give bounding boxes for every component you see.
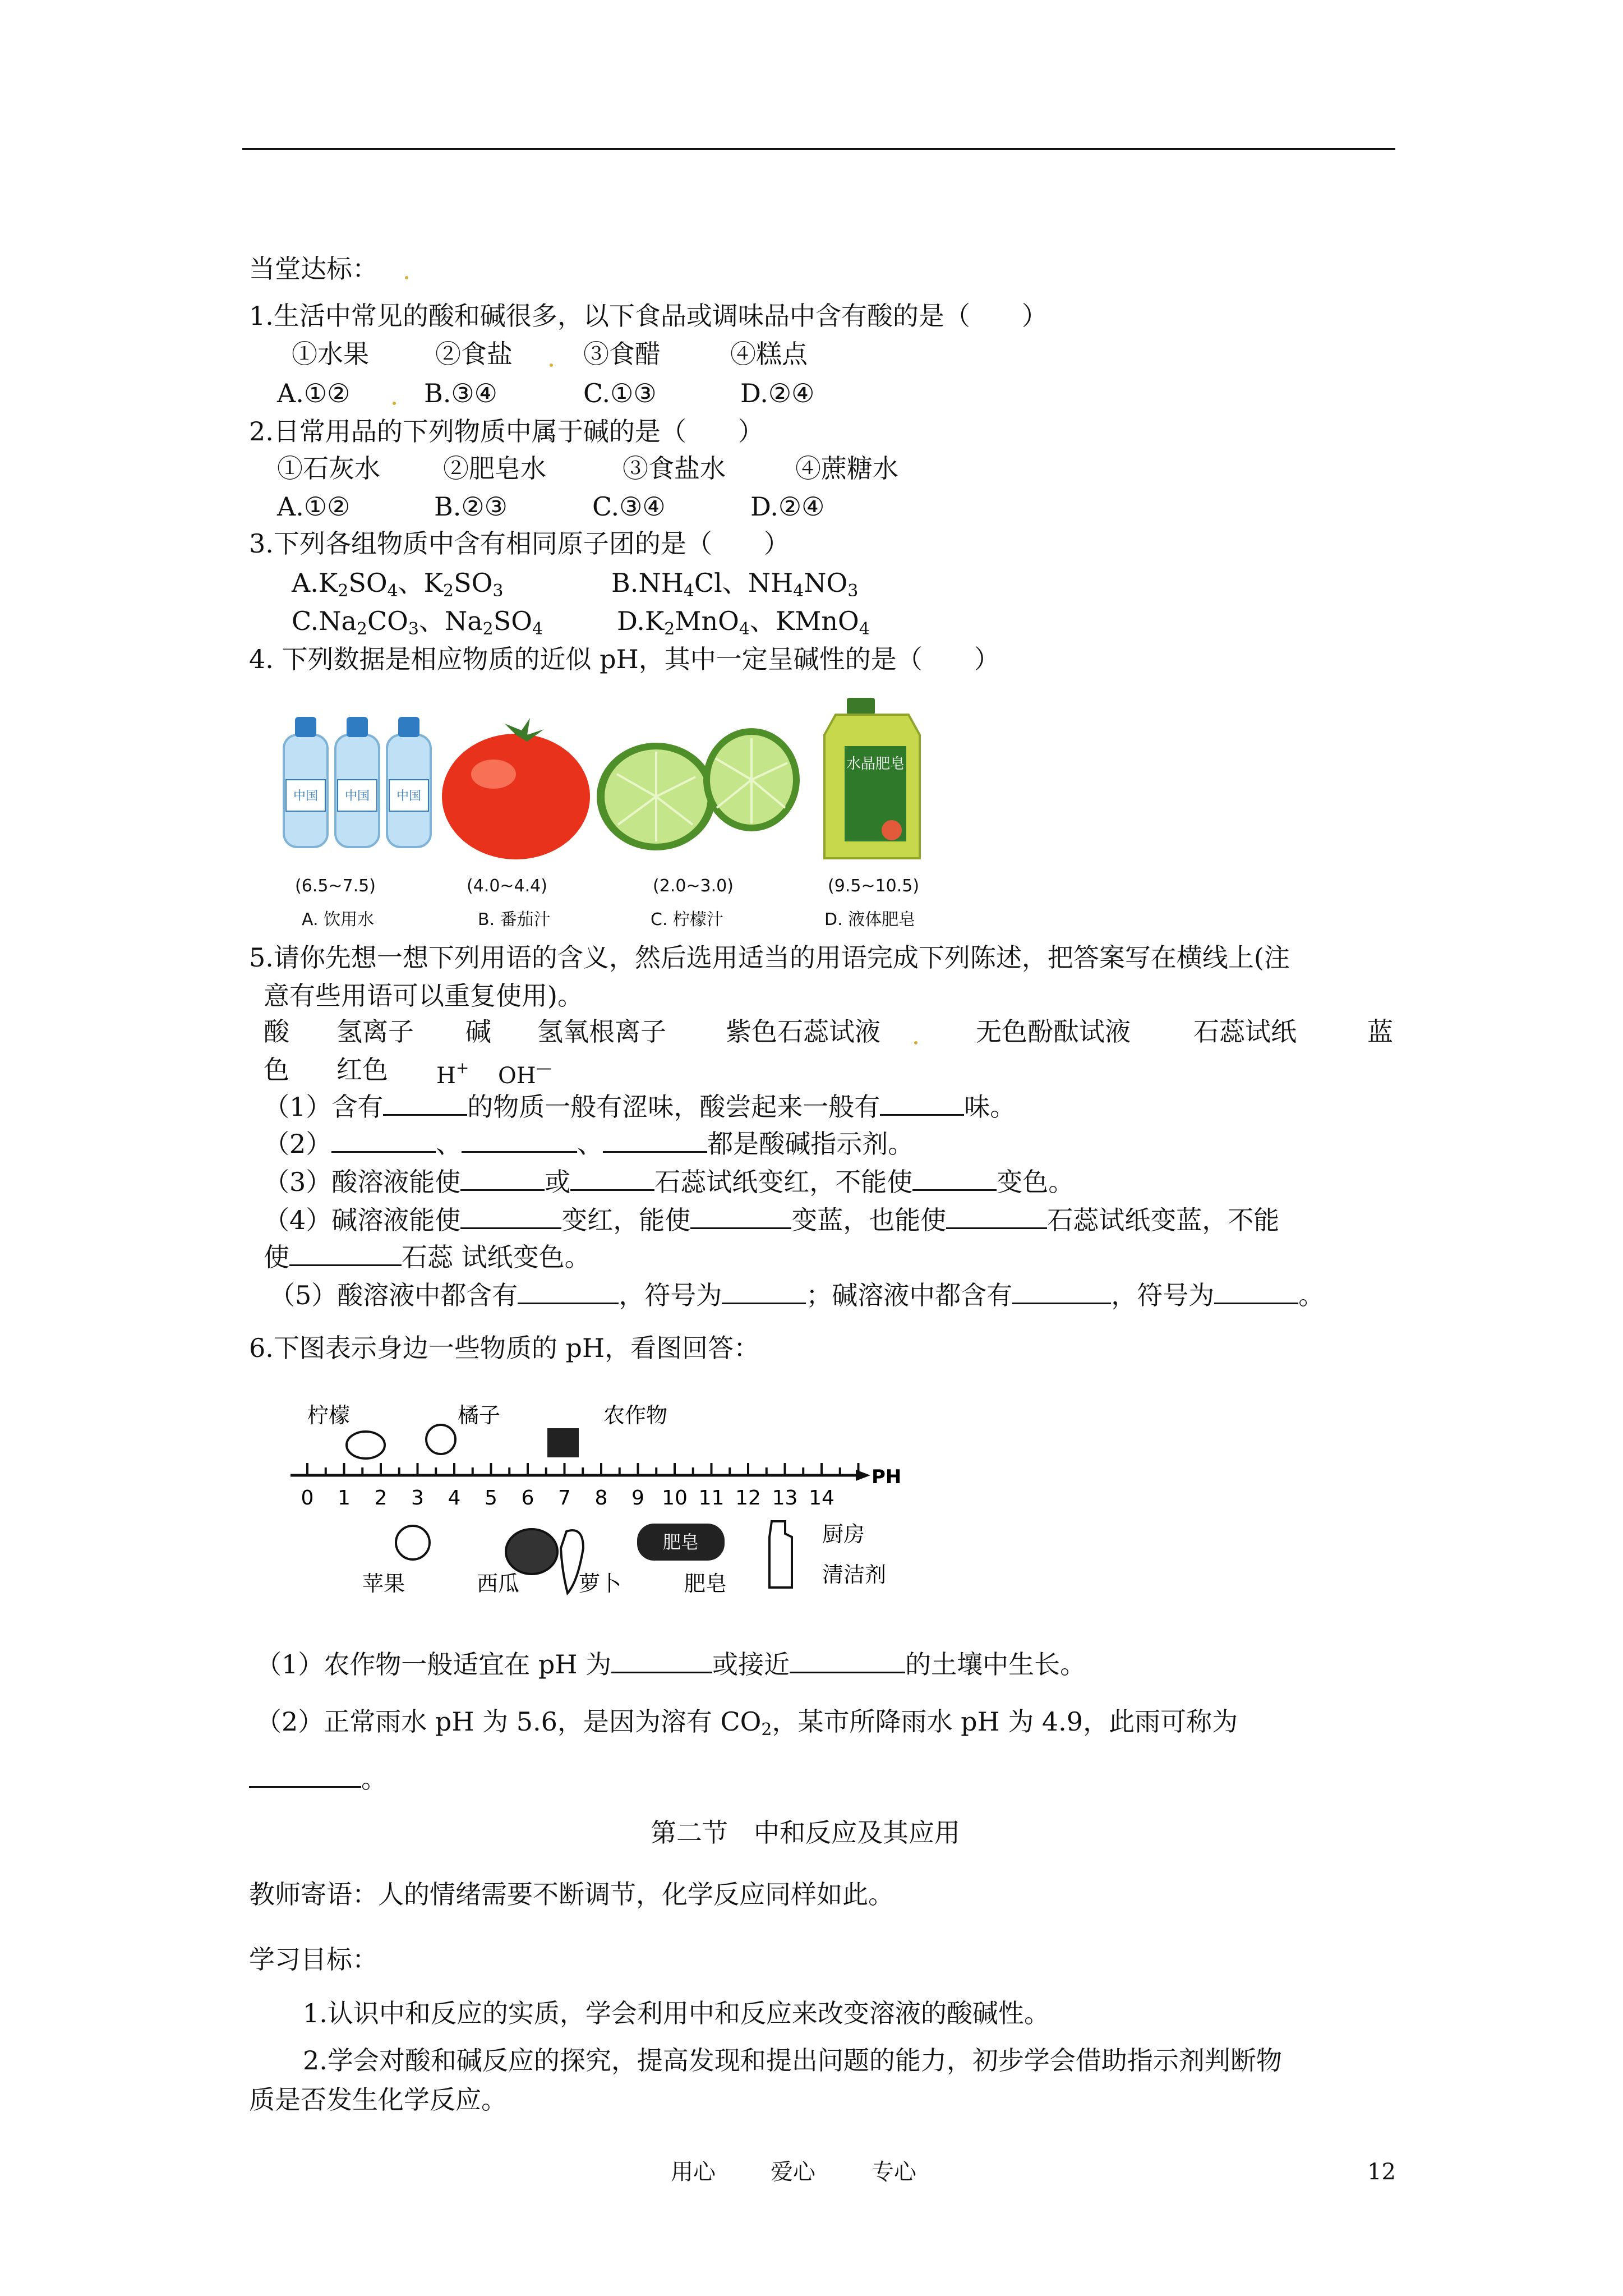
term-hydrogen-ion: 氢离子 bbox=[336, 1016, 414, 1047]
product-label-a: A. 饮用水 bbox=[302, 910, 375, 930]
water-bottle-icon bbox=[284, 717, 328, 847]
q5-line4: （4）碱溶液能使 变红，能使 变蓝，也能使 石蕊试纸变蓝，不能 bbox=[264, 1205, 1280, 1235]
answer-blank[interactable] bbox=[611, 1651, 712, 1673]
tick-label: 8 bbox=[594, 1487, 608, 1510]
term-h-plus: H+ bbox=[436, 1059, 469, 1089]
tick-label: 4 bbox=[448, 1487, 461, 1510]
footer-motto-3: 专心 bbox=[872, 2159, 916, 2185]
spray-bottle-icon bbox=[769, 1521, 792, 1588]
stray-dot bbox=[550, 364, 553, 367]
term-acid: 酸 bbox=[264, 1016, 289, 1047]
answer-blank[interactable] bbox=[383, 1094, 467, 1116]
label-lemon: 柠檬 bbox=[307, 1403, 351, 1428]
term-litmus-solution: 紫色石蕊试液 bbox=[726, 1016, 880, 1047]
q5-line4b: 使 石蕊 试纸变色。 bbox=[264, 1242, 591, 1272]
tick-label: 5 bbox=[485, 1487, 497, 1510]
tick-label: 6 bbox=[521, 1487, 534, 1510]
product-ph-c: (2.0~3.0) bbox=[653, 876, 734, 896]
answer-blank[interactable] bbox=[790, 1651, 905, 1673]
q6-line3: 。 bbox=[249, 1766, 387, 1792]
term-blue-2: 色 bbox=[264, 1055, 289, 1085]
q6-line2: （2）正常雨水 pH 为 5.6，是因为溶有 $CO_2$，某市所降雨水 pH 为 4.9，此雨可称为 bbox=[256, 1706, 1238, 1740]
goal-2-line2: 质是否发生化学反应。 bbox=[249, 2085, 507, 2115]
tick-label: 13 bbox=[772, 1487, 798, 1510]
q2-item-4: ④蔗糖水 bbox=[795, 453, 898, 484]
q3-option-c: $C.Na_2CO_3$、$Na_2SO_4$ bbox=[292, 606, 543, 639]
label-orange: 橘子 bbox=[458, 1403, 501, 1428]
q3-stem: 3.下列各组物质中含有相同原子团的是（ ） bbox=[249, 528, 790, 559]
svg-text:中国: 中国 bbox=[344, 789, 370, 803]
q2-stem: 2.日常用品的下列物质中属于碱的是（ ） bbox=[249, 416, 764, 447]
footer-motto-1: 用心 bbox=[671, 2159, 716, 2185]
stray-dot bbox=[405, 276, 408, 279]
svg-text:中国: 中国 bbox=[396, 789, 422, 803]
goals-label: 学习目标： bbox=[249, 1944, 378, 1975]
answer-blank[interactable] bbox=[460, 1169, 545, 1191]
ph-ticks bbox=[301, 1463, 859, 1510]
answer-blank[interactable] bbox=[722, 1282, 806, 1304]
water-bottle-icon bbox=[387, 717, 431, 847]
label-apple: 苹果 bbox=[362, 1571, 405, 1596]
tick-label: 2 bbox=[374, 1487, 388, 1510]
q5-stem-line2: 意有些用语可以重复使用)。 bbox=[264, 981, 583, 1011]
q5-line5: （5）酸溶液中都含有 ，符号为 ；碱溶液中都含有 ，符号为 。 bbox=[269, 1280, 1325, 1310]
q4-stem: 4. 下列数据是相应物质的近似 pH，其中一定呈碱性的是（ ） bbox=[249, 644, 1000, 674]
q2-option-c: C.③④ bbox=[592, 491, 666, 522]
q5-line2: （2） 、 、 都是酸碱指示剂。 bbox=[264, 1129, 914, 1159]
answer-blank[interactable] bbox=[1012, 1282, 1111, 1304]
orange-icon bbox=[426, 1425, 455, 1454]
term-red: 红色 bbox=[336, 1055, 388, 1085]
q2-option-a: A.①② bbox=[277, 491, 351, 522]
axis-label: PH bbox=[872, 1466, 902, 1488]
q2-item-2: ②肥皂水 bbox=[443, 453, 546, 484]
tick-label: 3 bbox=[411, 1487, 424, 1510]
label-watermelon: 西瓜 bbox=[477, 1571, 520, 1596]
q5-line3: （3）酸溶液能使 或 石蕊试纸变红，不能使 变色。 bbox=[264, 1167, 1075, 1197]
q2-item-3: ③食盐水 bbox=[623, 453, 726, 484]
header-rule bbox=[242, 148, 1395, 150]
term-hydroxide-ion: 氢氧根离子 bbox=[537, 1016, 666, 1047]
q2-option-b: B.②③ bbox=[434, 491, 508, 522]
watermelon-icon bbox=[506, 1529, 557, 1574]
ph-scale-diagram bbox=[280, 1391, 914, 1616]
goal-2-line1: 2.学会对酸和碱反应的探究，提高发现和提出问题的能力，初步学会借助指示剂判断物 bbox=[303, 2045, 1282, 2076]
section2-title: 第二节 中和反应及其应用 bbox=[651, 1818, 960, 1848]
product-label-b: B. 番茄汁 bbox=[478, 910, 551, 930]
term-base: 碱 bbox=[465, 1016, 491, 1047]
stray-dot bbox=[393, 402, 396, 405]
label-radish: 萝卜 bbox=[579, 1571, 622, 1596]
q3-option-b: $B.NH_4Cl$、$NH_4NO_3$ bbox=[611, 568, 859, 601]
q1-option-d: D.②④ bbox=[740, 378, 815, 408]
footer-motto-2: 爱心 bbox=[771, 2159, 815, 2185]
answer-blank[interactable] bbox=[518, 1282, 619, 1304]
lemon-icon bbox=[347, 1432, 385, 1458]
crop-icon bbox=[547, 1428, 579, 1457]
product-ph-d: (9.5~10.5) bbox=[828, 876, 920, 896]
tick-label: 0 bbox=[301, 1487, 314, 1510]
answer-blank[interactable] bbox=[570, 1169, 654, 1191]
answer-blank[interactable] bbox=[331, 1131, 436, 1153]
q6-line1: （1）农作物一般适宜在 pH 为 或接近 的土壤中生长。 bbox=[256, 1649, 1086, 1680]
water-bottles-image bbox=[280, 712, 437, 858]
answer-blank[interactable] bbox=[946, 1207, 1047, 1229]
q3-option-d: $D.K_2MnO_4$、KMnO$_4$ bbox=[617, 606, 870, 639]
term-litmus-paper: 石蕊试纸 bbox=[1193, 1016, 1297, 1047]
label-cleaner-1: 厨房 bbox=[822, 1522, 865, 1547]
label-cleaner-2: 清洁剂 bbox=[822, 1562, 887, 1587]
water-bottle-icon bbox=[335, 717, 379, 847]
q6-stem: 6.下图表示身边一些物质的 pH，看图回答： bbox=[249, 1333, 760, 1363]
label-crop: 农作物 bbox=[603, 1403, 668, 1428]
q1-item-2: ②食盐 bbox=[435, 339, 513, 369]
q3-option-a: $A.K_2SO_4$、$K_2SO_3$ bbox=[292, 568, 504, 601]
answer-blank[interactable] bbox=[603, 1131, 707, 1153]
stray-dot bbox=[914, 1041, 917, 1045]
answer-blank[interactable] bbox=[249, 1766, 361, 1788]
lime-image bbox=[594, 718, 802, 864]
apple-icon bbox=[396, 1526, 430, 1559]
tick-label: 14 bbox=[809, 1487, 834, 1510]
q5-stem-line1: 5.请你先想一想下列用语的含义，然后选用适当的用语完成下列陈述，把答案写在横线上(注 bbox=[249, 942, 1290, 973]
section-title: 当堂达标： bbox=[249, 254, 378, 284]
q1-option-b: B.③④ bbox=[424, 378, 497, 408]
product-label-d: D. 液体肥皂 bbox=[824, 910, 916, 930]
answer-blank[interactable] bbox=[690, 1207, 791, 1229]
tick-label: 9 bbox=[631, 1487, 644, 1510]
page-number: 12 bbox=[1367, 2159, 1396, 2185]
answer-blank[interactable] bbox=[880, 1094, 964, 1116]
label-soap: 肥皂 bbox=[684, 1571, 727, 1596]
product-ph-a: (6.5~7.5) bbox=[295, 876, 376, 896]
product-ph-b: (4.0~4.4) bbox=[467, 876, 547, 896]
term-oh-minus: OH— bbox=[498, 1059, 552, 1089]
q1-item-4: ④糕点 bbox=[730, 339, 808, 369]
soap-label: 水晶肥皂 bbox=[846, 756, 905, 772]
tomato-image bbox=[437, 707, 594, 864]
svg-text:中国: 中国 bbox=[293, 789, 319, 803]
liquid-soap-jug-image bbox=[813, 696, 937, 864]
answer-blank[interactable] bbox=[462, 1131, 577, 1153]
q1-item-3: ③食醋 bbox=[583, 339, 661, 369]
answer-blank[interactable] bbox=[289, 1244, 402, 1266]
product-label-c: C. 柠檬汁 bbox=[651, 910, 724, 930]
answer-blank[interactable] bbox=[460, 1207, 561, 1229]
term-phenolphthalein: 无色酚酞试液 bbox=[976, 1016, 1131, 1047]
tick-label: 11 bbox=[698, 1487, 725, 1510]
tick-label: 10 bbox=[662, 1487, 688, 1510]
svg-text:肥皂: 肥皂 bbox=[662, 1531, 699, 1553]
q5-line1: （1）含有 的物质一般有涩味，酸尝起来一般有 味。 bbox=[264, 1092, 1016, 1122]
goal-1: 1.认识中和反应的实质，学会利用中和反应来改变溶液的酸碱性。 bbox=[303, 1998, 1050, 2028]
q2-option-d: D.②④ bbox=[750, 491, 825, 522]
term-blue-1: 蓝 bbox=[1367, 1016, 1393, 1047]
q1-item-1: ①水果 bbox=[292, 339, 369, 369]
q1-stem: 1.生活中常见的酸和碱很多，以下食品或调味品中含有酸的是（ ） bbox=[249, 301, 1048, 331]
q1-option-a: A.①② bbox=[277, 378, 351, 408]
tick-label: 1 bbox=[338, 1487, 351, 1510]
teacher-message: 教师寄语：人的情绪需要不断调节，化学反应同样如此。 bbox=[249, 1879, 894, 1910]
tick-label: 12 bbox=[735, 1487, 761, 1510]
answer-blank[interactable] bbox=[912, 1169, 997, 1191]
q2-item-1: ①石灰水 bbox=[277, 453, 380, 484]
q1-option-c: C.①③ bbox=[583, 378, 657, 408]
answer-blank[interactable] bbox=[1214, 1282, 1298, 1304]
tick-label: 7 bbox=[558, 1487, 571, 1510]
